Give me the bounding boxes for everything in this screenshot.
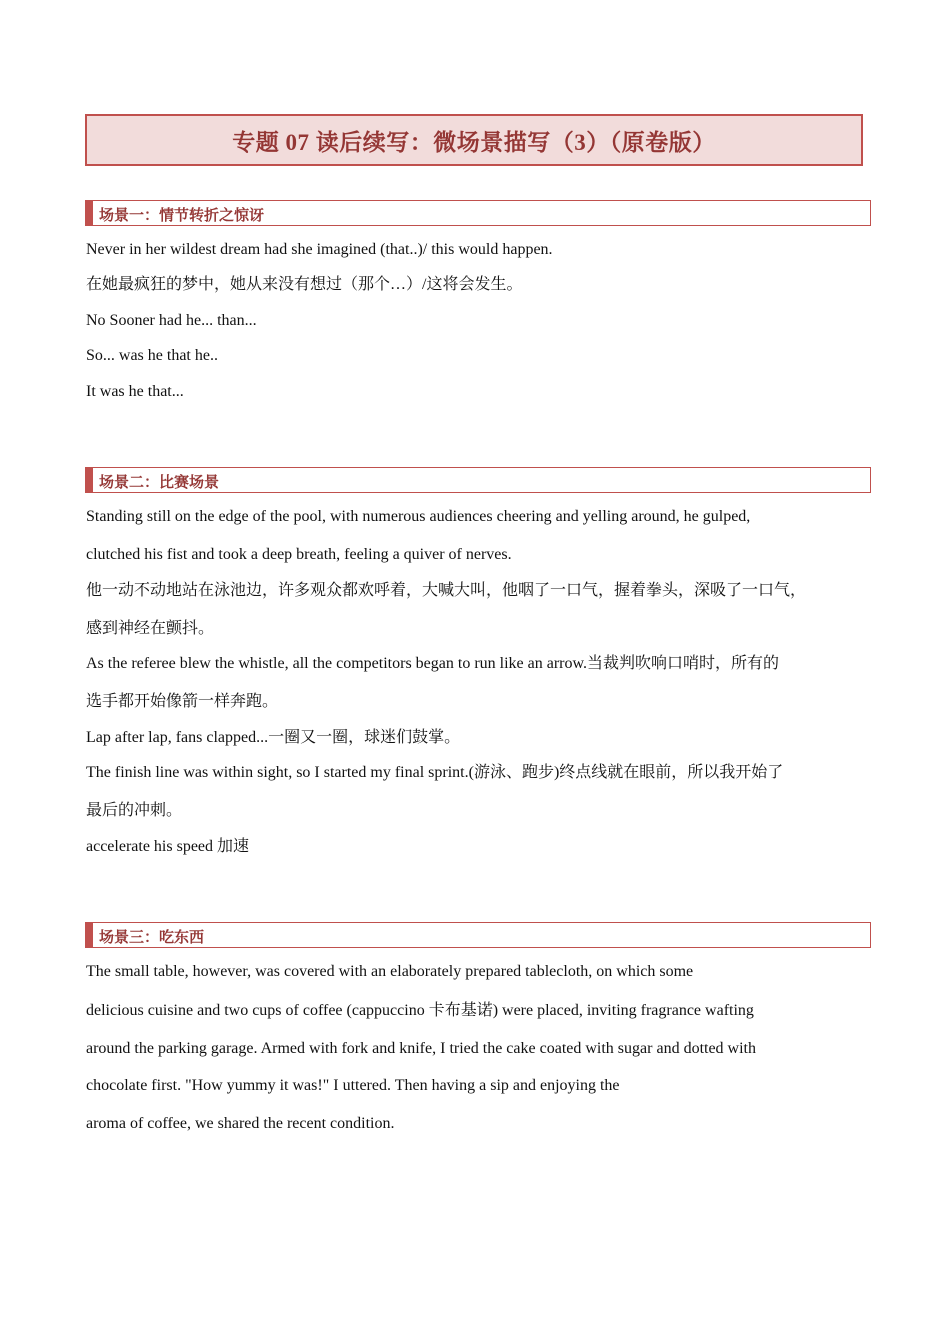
text-line: 在她最疯狂的梦中，她从来没有想过（那个…）/这将会发生。 xyxy=(86,276,523,293)
text-line: It was he that... xyxy=(86,383,184,400)
text-line: The finish line was within sight, so I started my final sprint.(游泳、跑步)终点线就在眼前，所以我开始了 xyxy=(86,764,784,781)
section-header-1 xyxy=(85,200,871,226)
text-line: clutched his fist and took a deep breath, feeling a quiver of nerves. xyxy=(86,546,512,563)
section-header-3 xyxy=(85,922,871,948)
text-line: accelerate his speed 加速 xyxy=(86,838,250,855)
text-line: delicious cuisine and two cups of coffee (cappuccino 卡布基诺) were placed, inviting fragrance wafting xyxy=(86,1002,754,1019)
text-line: aroma of coffee, we shared the recent condition. xyxy=(86,1115,395,1132)
section-header-2 xyxy=(85,467,871,493)
text-line: Never in her wildest dream had she imagined (that..)/ this would happen. xyxy=(86,241,553,258)
section-heading: 场景二：比赛场景 xyxy=(99,475,220,491)
text-line: 他一动不动地站在泳池边，许多观众都欢呼着，大喊大叫，他咽了一口气，握着拳头，深吸了一口气， xyxy=(86,582,807,599)
document-title: 专题 07 读后续写：微场景描写（3）（原卷版） xyxy=(232,129,716,155)
text-line: chocolate first. "How yummy it was!" I uttered. Then having a sip and enjoying the xyxy=(86,1077,620,1094)
section-accent-bar xyxy=(86,468,93,492)
section-heading: 场景三：吃东西 xyxy=(99,930,205,946)
text-line: Standing still on the edge of the pool, with numerous audiences cheering and yelling around, he gulped, xyxy=(86,508,751,525)
section-heading: 场景一：情节转折之惊讶 xyxy=(99,208,265,224)
text-line: So... was he that he.. xyxy=(86,347,218,364)
text-line: 感到神经在颤抖。 xyxy=(86,620,215,637)
text-line: around the parking garage. Armed with fork and knife, I tried the cake coated with sugar and dotted with xyxy=(86,1040,756,1057)
text-line: 最后的冲刺。 xyxy=(86,802,183,819)
document-title-box xyxy=(85,114,863,166)
text-line: No Sooner had he... than... xyxy=(86,312,257,329)
text-line: Lap after lap, fans clapped...一圈又一圈，球迷们鼓掌。 xyxy=(86,729,461,746)
text-line: 选手都开始像箭一样奔跑。 xyxy=(86,693,279,710)
section-accent-bar xyxy=(86,923,93,947)
text-line: As the referee blew the whistle, all the competitors began to run like an arrow.当裁判吹响口哨时，所有的 xyxy=(86,655,780,672)
section-accent-bar xyxy=(86,201,93,225)
text-line: The small table, however, was covered with an elaborately prepared tablecloth, on which some xyxy=(86,963,694,980)
